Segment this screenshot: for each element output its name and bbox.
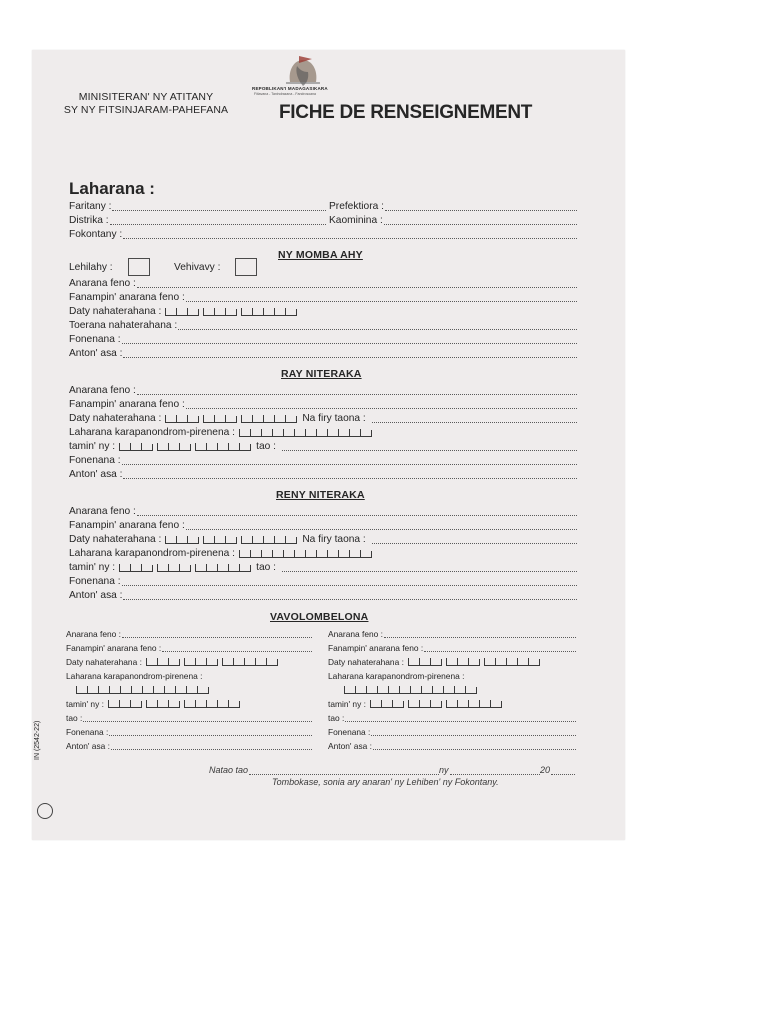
- number-heading: Laharana :: [69, 179, 155, 198]
- witness1-id-label-row: [66, 670, 312, 682]
- self-job-label: Anton' asa :: [69, 348, 123, 359]
- witness1-birthdate-label: Daty nahaterahana :: [66, 657, 142, 667]
- witness2-job-label: Anton' asa :: [328, 741, 372, 751]
- witness2-at-label: tao :: [328, 713, 345, 723]
- prefektiora-field[interactable]: [329, 200, 577, 213]
- self-name-field[interactable]: [69, 277, 577, 290]
- fokontany-label: Fokontany :: [69, 229, 123, 240]
- witness2-at-field[interactable]: [328, 712, 576, 724]
- witness2-surname-label: Fanampin' anarana feno :: [328, 643, 424, 653]
- made-at-label: Natao tao: [209, 765, 249, 775]
- witness2-id-label: Laharana karapanondrom-pirenena :: [328, 671, 465, 681]
- witness2-id-boxes[interactable]: [344, 684, 576, 696]
- self-birthdate-field[interactable]: [69, 305, 577, 318]
- mother-address-field[interactable]: [69, 575, 577, 588]
- father-name-label: Anarana feno :: [69, 385, 136, 396]
- kaominina-label: Kaominina :: [329, 215, 383, 226]
- birthday-year-boxes[interactable]: [241, 308, 297, 318]
- self-heading: NY MOMBA AHY: [278, 249, 363, 261]
- witness2-birthdate-label: Daty nahaterahana :: [328, 657, 404, 667]
- mother-id-field[interactable]: [69, 547, 577, 560]
- mother-job-field[interactable]: [69, 589, 577, 602]
- father-surname-label: Fanampin' anarana feno :: [69, 399, 185, 410]
- male-checkbox[interactable]: [128, 258, 150, 276]
- self-name-label: Anarana feno :: [69, 278, 136, 289]
- female-checkbox[interactable]: [235, 258, 257, 276]
- witness1-id-label: Laharana karapanondrom-pirenena :: [66, 671, 203, 681]
- mother-id-label: Laharana karapanondrom-pirenena :: [69, 548, 235, 559]
- father-surname-field[interactable]: [69, 398, 577, 411]
- father-address-label: Fonenana :: [69, 455, 121, 466]
- mother-surname-label: Fanampin' anarana feno :: [69, 520, 185, 531]
- mother-issued-label: tamin' ny :: [69, 562, 116, 573]
- mother-name-label: Anarana feno :: [69, 506, 136, 517]
- witness1-job-field[interactable]: [66, 740, 312, 752]
- father-job-field[interactable]: [69, 468, 577, 481]
- kaominina-field[interactable]: [329, 214, 577, 227]
- father-issued-field[interactable]: [69, 440, 577, 453]
- witness1-address-field[interactable]: [66, 726, 312, 738]
- father-address-field[interactable]: [69, 454, 577, 467]
- witness1-id-boxes[interactable]: [76, 684, 312, 696]
- witness2-address-field[interactable]: [328, 726, 576, 738]
- birthday-day-boxes[interactable]: [165, 308, 199, 318]
- emblem-text: REPOBLIKAN'I MADAGASIKARA: [252, 86, 328, 91]
- father-birthdate-label: Daty nahaterahana :: [69, 413, 162, 424]
- father-issued-label: tamin' ny :: [69, 441, 116, 452]
- witness2-address-label: Fonenana :: [328, 727, 371, 737]
- father-name-field[interactable]: [69, 384, 577, 397]
- self-address-label: Fonenana :: [69, 334, 121, 345]
- witness2-surname-field[interactable]: [328, 642, 576, 654]
- father-id-field[interactable]: [69, 426, 577, 439]
- mother-birthdate-field[interactable]: [69, 533, 577, 546]
- male-label: Lehilahy :: [69, 262, 113, 273]
- witness1-surname-label: Fanampin' anarana feno :: [66, 643, 162, 653]
- witness2-name-field[interactable]: [328, 628, 576, 640]
- made-at-line[interactable]: [209, 764, 575, 777]
- ministry-line-2: SY NY FITSINJARAM-PAHEFANA: [63, 104, 229, 116]
- father-age-label: Na firy taona :: [302, 413, 366, 424]
- father-job-label: Anton' asa :: [69, 469, 123, 480]
- mother-surname-field[interactable]: [69, 519, 577, 532]
- self-birthplace-label: Toerana nahaterahana :: [69, 320, 178, 331]
- birthday-month-boxes[interactable]: [203, 308, 237, 318]
- mother-name-field[interactable]: [69, 505, 577, 518]
- witness1-name-field[interactable]: [66, 628, 312, 640]
- witness1-surname-field[interactable]: [66, 642, 312, 654]
- printer-stamp-icon: [37, 803, 53, 819]
- form-reference: IN (2542-22): [34, 720, 41, 760]
- father-at-label: tao :: [256, 441, 276, 452]
- witness2-birthdate-field[interactable]: [328, 656, 576, 668]
- mother-age-label: Na firy taona :: [302, 534, 366, 545]
- distrika-field[interactable]: [69, 214, 326, 227]
- witness2-issued-field[interactable]: [328, 698, 576, 710]
- witness1-at-field[interactable]: [66, 712, 312, 724]
- father-birthdate-field[interactable]: [69, 412, 577, 425]
- witness1-issued-field[interactable]: [66, 698, 312, 710]
- date-on-label: ny: [439, 765, 449, 775]
- faritany-label: Faritany :: [69, 201, 112, 212]
- signature-note: Tombokase, sonia ary anaran' ny Lehiben' ny Fokontany.: [272, 777, 499, 787]
- ministry-name: [46, 91, 246, 117]
- fokontany-field[interactable]: [69, 228, 577, 241]
- mother-issued-field[interactable]: [69, 561, 577, 574]
- self-job-field[interactable]: [69, 347, 577, 360]
- witness1-birthdate-field[interactable]: [66, 656, 312, 668]
- father-id-label: Laharana karapanondrom-pirenena :: [69, 427, 235, 438]
- witness2-name-label: Anarana feno :: [328, 629, 383, 639]
- mother-address-label: Fonenana :: [69, 576, 121, 587]
- witnesses-heading: VAVOLOMBELONA: [270, 611, 369, 623]
- mother-heading: RENY NITERAKA: [276, 489, 365, 501]
- faritany-field[interactable]: [69, 200, 326, 213]
- witness1-at-label: tao :: [66, 713, 83, 723]
- self-surname-field[interactable]: [69, 291, 577, 304]
- mother-birthdate-label: Daty nahaterahana :: [69, 534, 162, 545]
- mother-job-label: Anton' asa :: [69, 590, 123, 601]
- witness1-name-label: Anarana feno :: [66, 629, 121, 639]
- page-title: FICHE DE RENSEIGNEMENT: [279, 102, 533, 123]
- ministry-line-1: MINISITERAN' NY ATITANY: [78, 91, 214, 103]
- witness2-id-label-row: [328, 670, 576, 682]
- female-label: Vehivavy :: [174, 262, 221, 273]
- self-address-field[interactable]: [69, 333, 577, 346]
- emblem-motto: Fitiavana - Tanindrazana - Fandrosoana: [254, 92, 317, 96]
- father-heading: RAY NITERAKA: [281, 368, 362, 380]
- witness2-issued-label: tamin' ny :: [328, 699, 366, 709]
- witness1-job-label: Anton' asa :: [66, 741, 110, 751]
- witness2-job-field[interactable]: [328, 740, 576, 752]
- prefektiora-label: Prefektiora :: [329, 201, 384, 212]
- witness1-issued-label: tamin' ny :: [66, 699, 104, 709]
- self-surname-label: Fanampin' anarana feno :: [69, 292, 185, 303]
- year-prefix: 20: [539, 765, 550, 775]
- self-birthdate-label: Daty nahaterahana :: [69, 306, 162, 317]
- self-birthplace-field[interactable]: [69, 319, 577, 332]
- witness1-address-label: Fonenana :: [66, 727, 109, 737]
- mother-at-label: tao :: [256, 562, 276, 573]
- distrika-label: Distrika :: [69, 215, 109, 226]
